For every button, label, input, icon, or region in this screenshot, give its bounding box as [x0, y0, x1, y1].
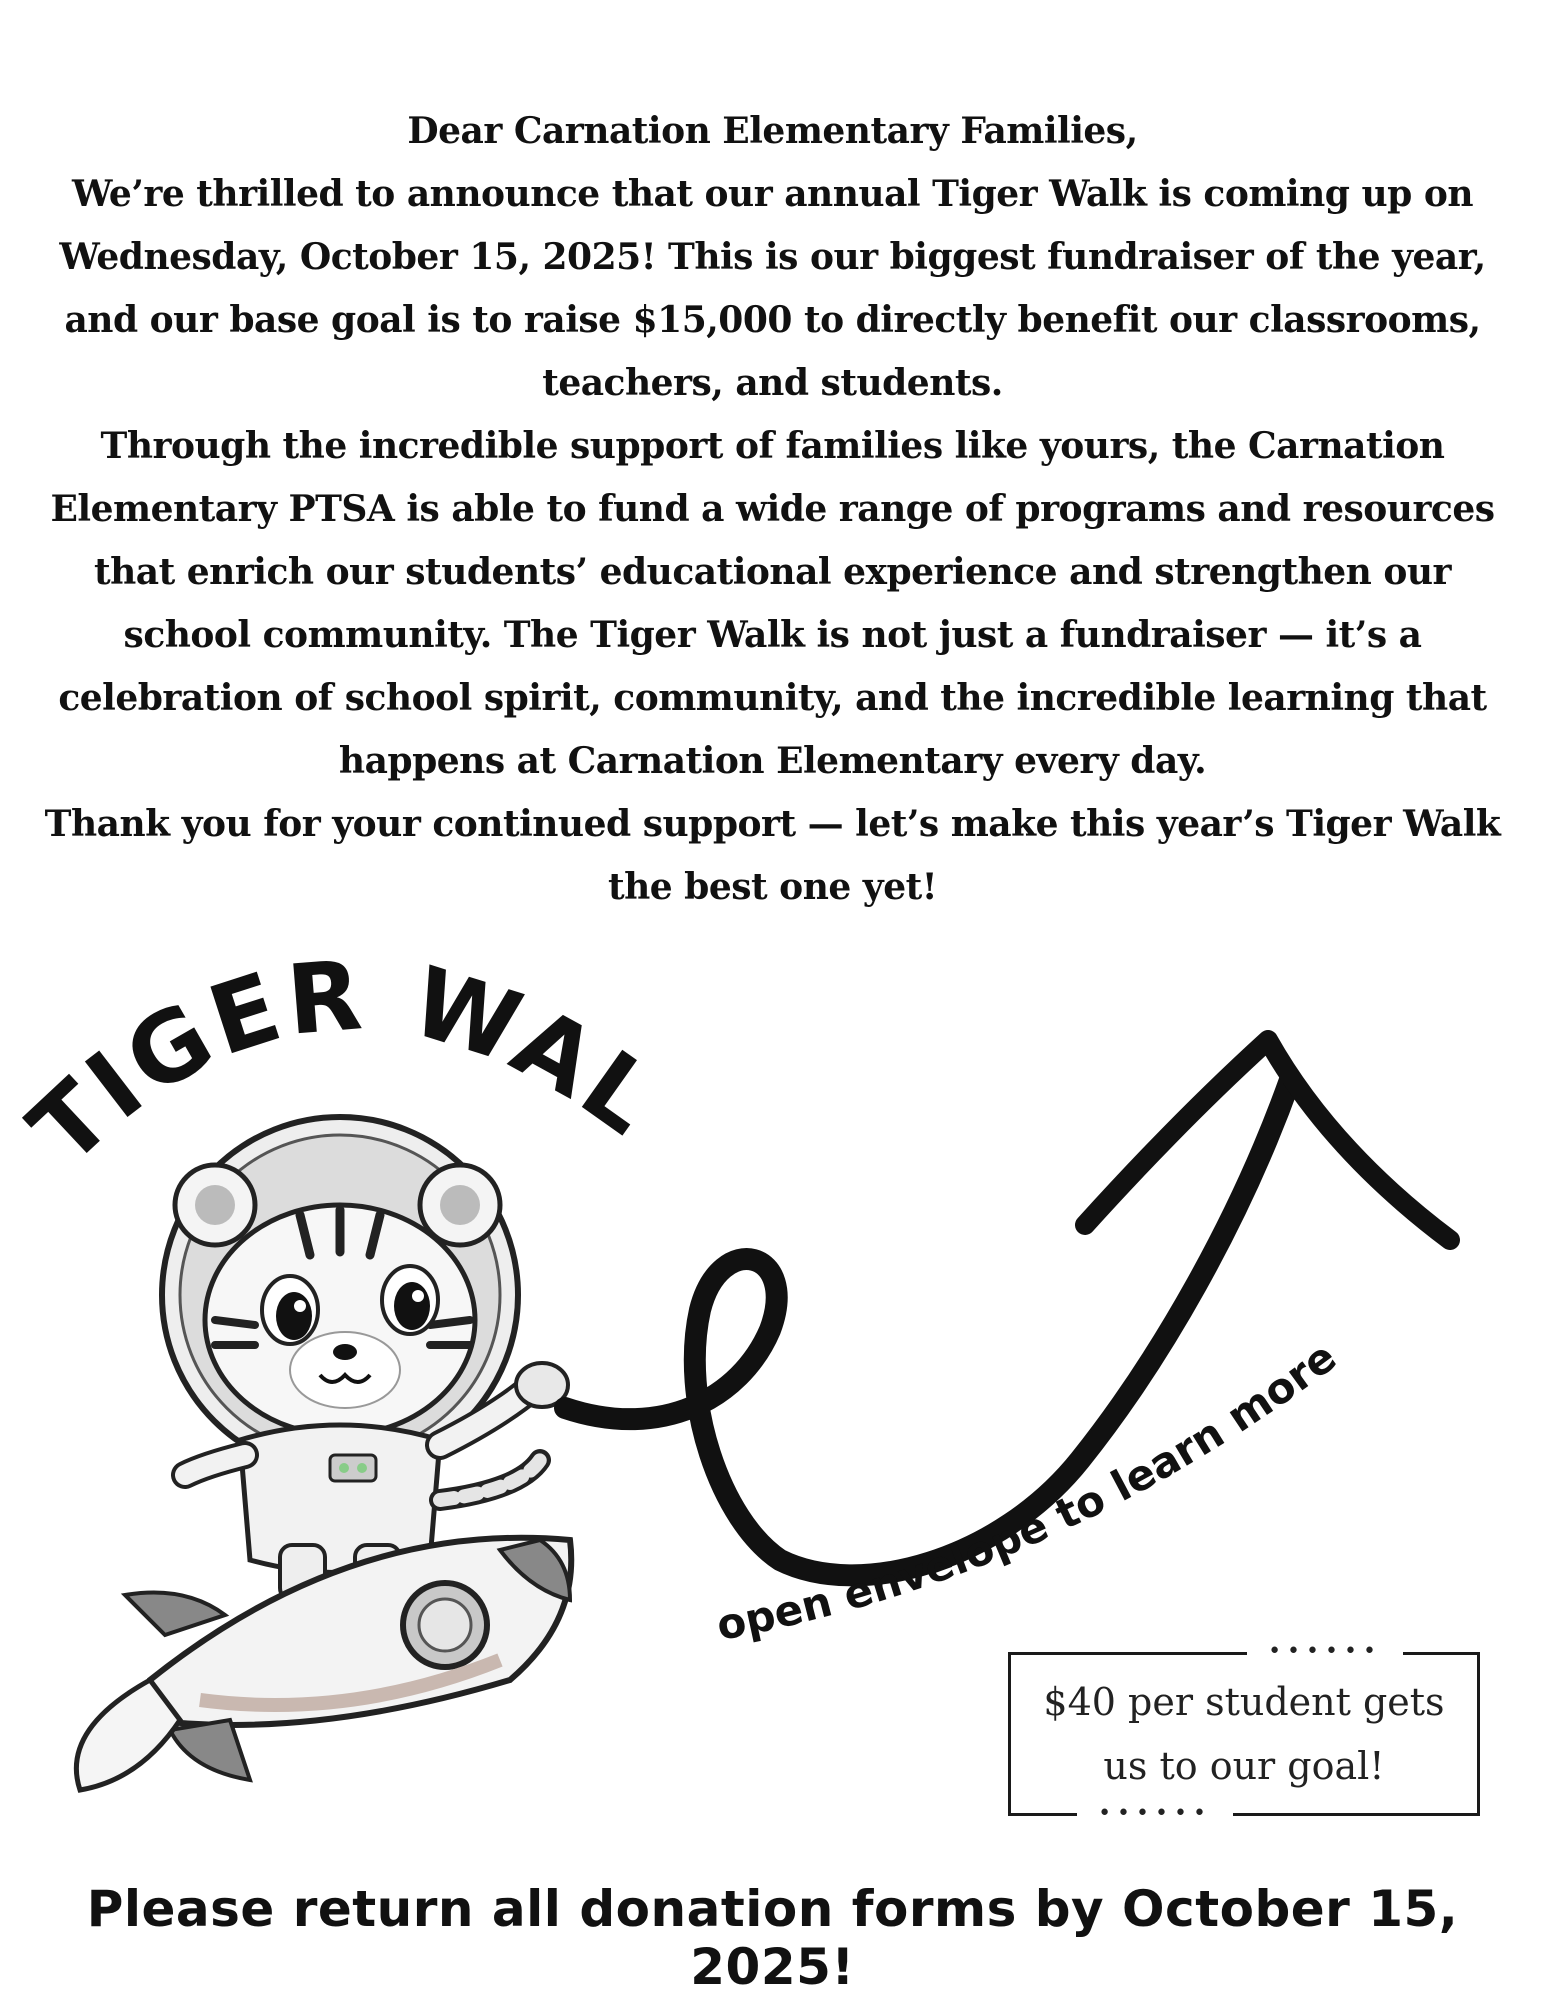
curved-arrow: [565, 1080, 1290, 1575]
goal-callout-box: [1008, 1639, 1480, 1826]
letter-paragraph-announcement: We’re thrilled to announce that our annual Tiger Walk is coming up on Wednesday, October 15, 2025! This is our biggest fundraiser of the year, and our base goal is to raise $15,000 to directly benefit our classrooms, teachers, and students.: [59, 173, 1486, 404]
rocket-image: [76, 1538, 571, 1790]
goal-callout-line2: us to our goal!: [1103, 1744, 1385, 1788]
letter-greeting: Dear Carnation Elementary Families,: [407, 110, 1138, 152]
letter-paragraph-support: Through the incredible support of families like yours, the Carnation Elementary PTSA is able to fund a wide range of programs and resources that enrich our students’ educational experience and strengthen our school community. The Tiger Walk is not just a fundraiser — it’s a celebration of school spirit, community, and the incredible learning that happens at Carnation Elementary every day.: [50, 425, 1495, 782]
tiger-walk-logo-text: TIGER WAL: [8, 938, 680, 1187]
arrow-caption-text: open envelope to learn more: [712, 1331, 1346, 1650]
goal-callout-text: [1043, 1670, 1444, 1798]
dotted-divider-bottom: ••••••: [1077, 1803, 1233, 1827]
dotted-divider-top: ••••••: [1247, 1641, 1403, 1665]
letter-body: [40, 100, 1505, 919]
astronaut-tiger-image: [162, 1117, 568, 1600]
deadline-banner: Please return all donation forms by October 15, 2025!: [86, 1880, 1459, 1996]
goal-callout-line1: $40 per student gets: [1043, 1680, 1445, 1724]
letter-paragraph-thanks: Thank you for your continued support — let’s make this year’s Tiger Walk the best one yet!: [44, 803, 1501, 908]
